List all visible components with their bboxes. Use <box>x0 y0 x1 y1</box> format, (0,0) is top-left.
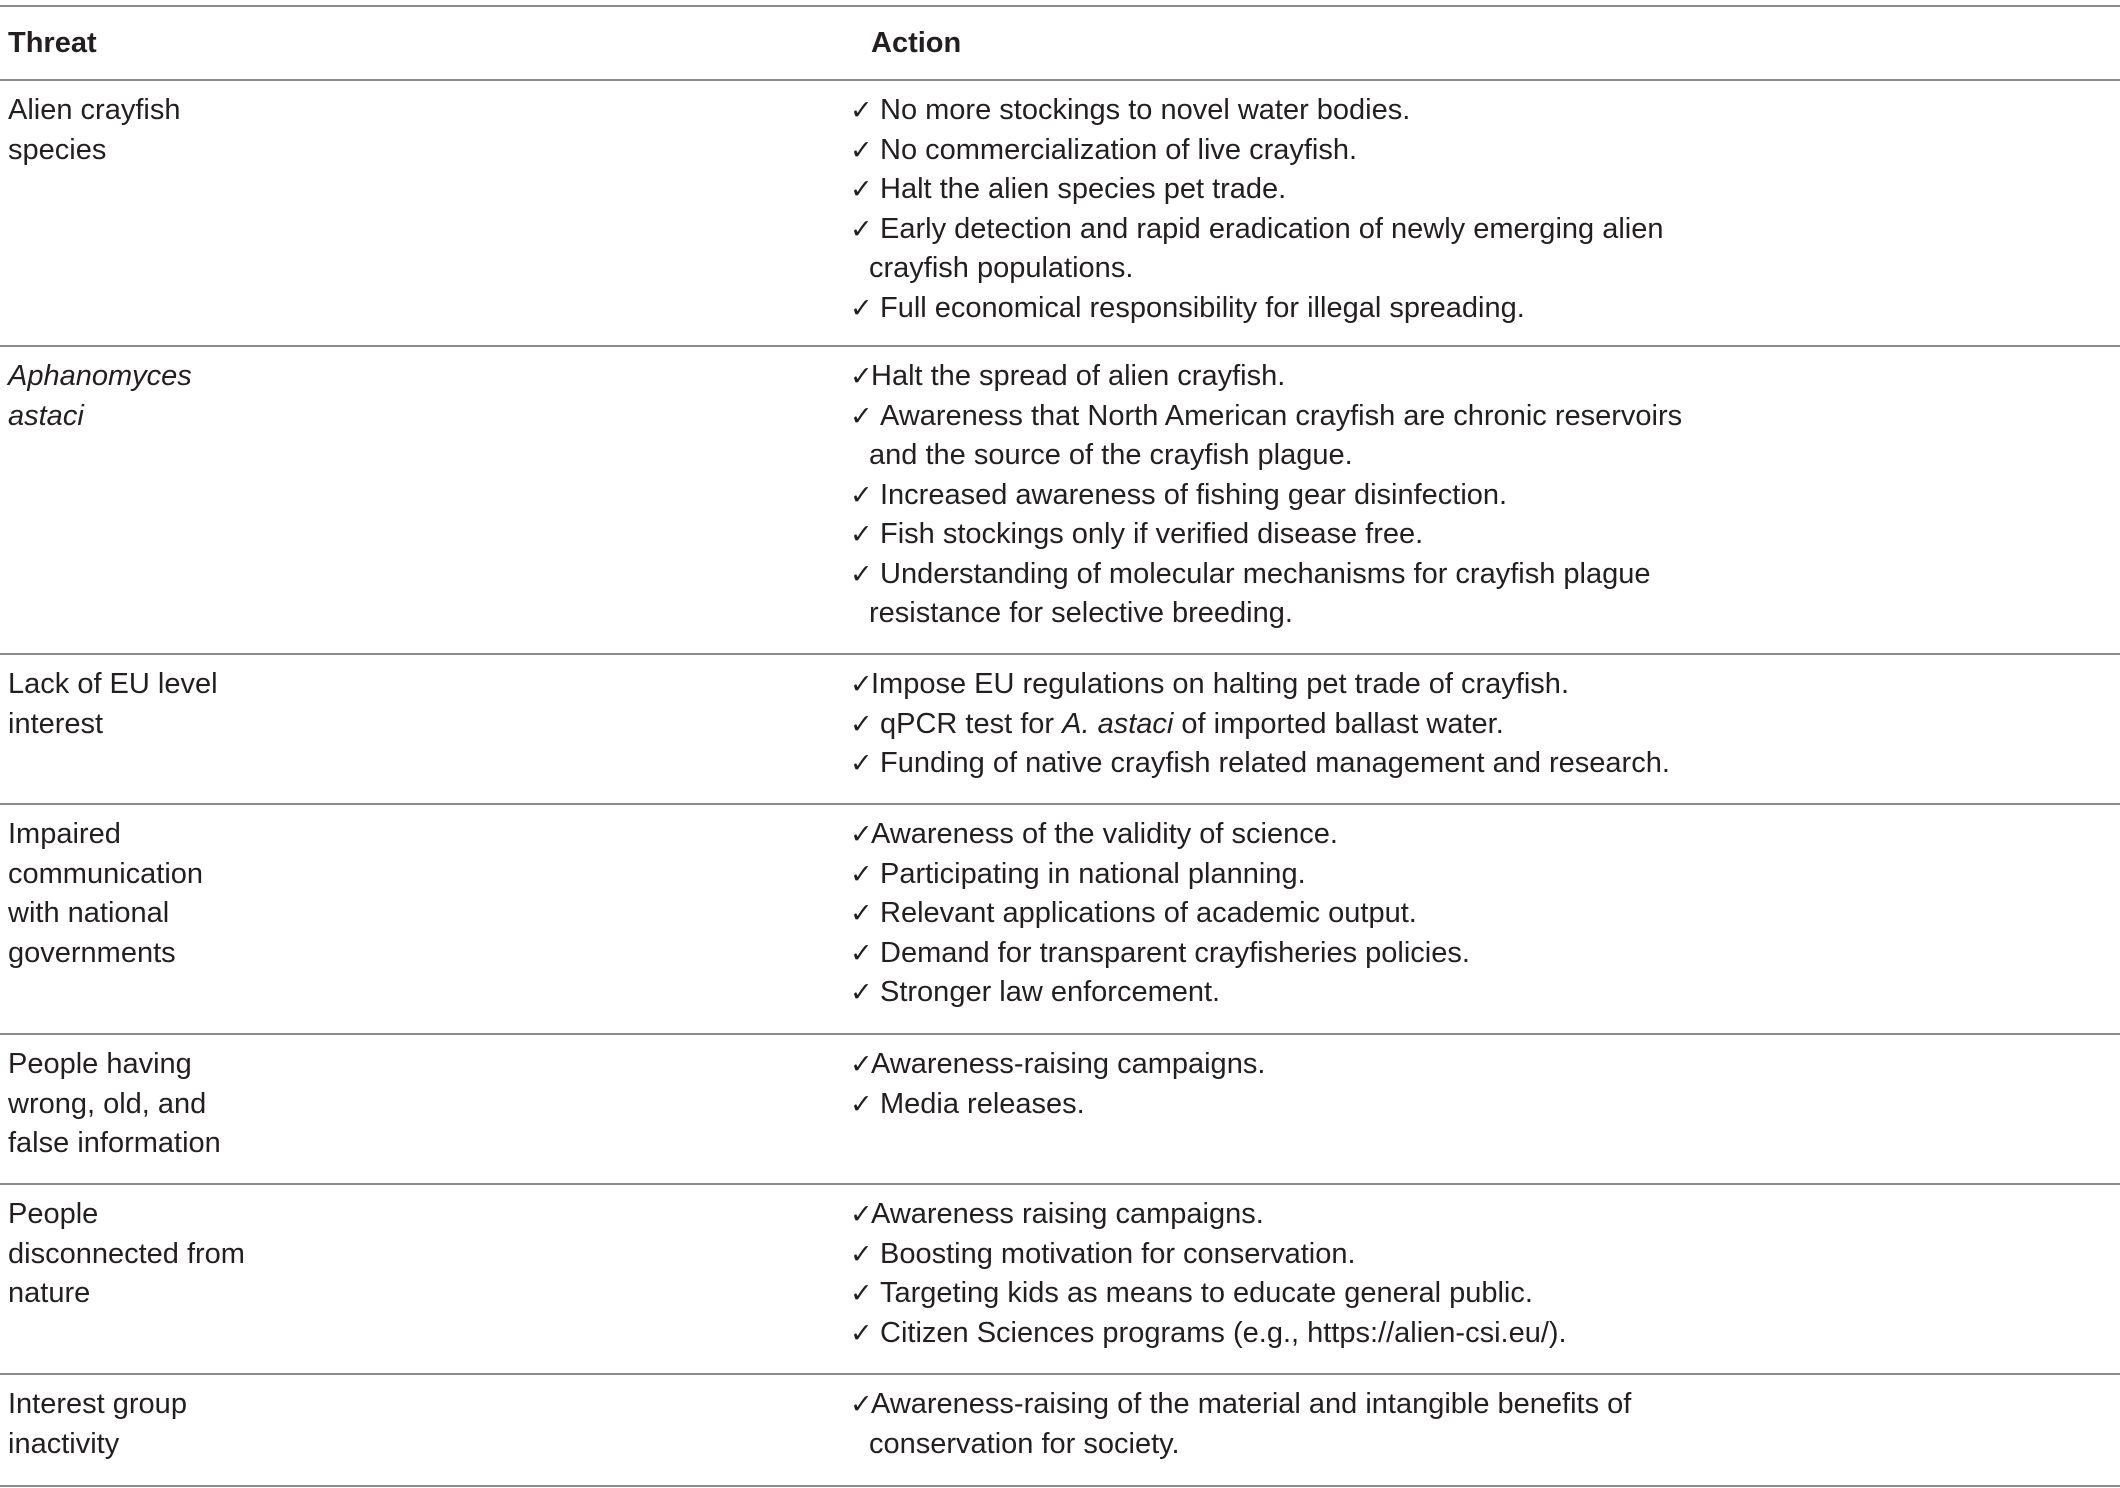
action-text: Media releases. <box>880 1087 1085 1120</box>
check-mark-icon: ✓ <box>850 669 873 700</box>
check-mark-icon: ✓ <box>850 1049 873 1080</box>
threat-action-table <box>0 5 2120 1487</box>
check-mark-icon: ✓ <box>850 400 873 432</box>
action-text: Increased awareness of fishing gear disinfection. <box>880 478 1508 511</box>
check-mark-icon: ✓ <box>850 748 873 779</box>
action-cell <box>850 805 2120 1033</box>
check-mark-icon: ✓ <box>850 937 873 969</box>
table-row <box>0 347 2120 655</box>
action-item <box>850 91 2120 131</box>
action-item <box>850 397 2120 476</box>
check-mark-icon: ✓ <box>850 558 873 590</box>
check-mark-icon: ✓ <box>850 519 873 550</box>
action-item <box>850 815 2120 855</box>
action-item <box>850 705 2120 745</box>
check-mark-icon: ✓ <box>850 898 873 929</box>
action-item <box>850 131 2120 171</box>
threat-cell: Aphanomyces astaci <box>8 360 192 432</box>
action-cell <box>850 81 2120 345</box>
action-text: No more stockings to novel water bodies. <box>880 94 1411 126</box>
action-item <box>850 1085 2120 1125</box>
action-item <box>850 1235 2120 1275</box>
action-text: Boosting motivation for conservation. <box>880 1237 1356 1270</box>
action-text: Impose EU regulations on halting pet trade of crayfish. <box>871 668 1569 700</box>
action-text: Full economical responsibility for illegal spreading. <box>880 291 1525 324</box>
check-mark-icon: ✓ <box>850 1199 873 1230</box>
check-mark-icon: ✓ <box>850 977 873 1008</box>
threat-cell: Lack of EU level interest <box>8 668 218 740</box>
action-item <box>850 1274 2120 1314</box>
action-item <box>850 1195 2120 1235</box>
action-item <box>850 1314 2120 1354</box>
check-mark-icon: ✓ <box>850 1389 873 1420</box>
threat-cell: Impaired communication with national governments <box>8 818 204 969</box>
action-item <box>850 934 2120 974</box>
header-threat: Threat <box>8 27 97 59</box>
action-text: Awareness-raising campaigns. <box>871 1048 1266 1080</box>
action-text: Fish stockings only if verified disease free. <box>880 518 1424 550</box>
check-mark-icon: ✓ <box>850 819 873 850</box>
check-mark-icon: ✓ <box>850 95 873 126</box>
action-item <box>850 476 2120 516</box>
threat-cell: Interest group inactivity <box>8 1388 187 1460</box>
action-text: Relevant applications of academic output. <box>880 897 1417 929</box>
action-item <box>850 855 2120 895</box>
check-mark-icon: ✓ <box>850 1238 873 1270</box>
table-body <box>0 81 2120 1487</box>
action-cell <box>850 1185 2120 1373</box>
action-text: qPCR test for A. astaci of imported ballast water. <box>880 707 1504 740</box>
action-item <box>850 894 2120 934</box>
action-text: Halt the spread of alien crayfish. <box>871 360 1286 392</box>
action-item <box>850 744 2120 784</box>
action-cell <box>850 347 2120 653</box>
threat-cell: People disconnected from nature <box>8 1198 245 1309</box>
action-text: Awareness of the validity of science. <box>871 818 1338 850</box>
action-text: crayfish populations. <box>869 252 1134 284</box>
action-item <box>850 665 2120 705</box>
table-row <box>0 81 2120 347</box>
action-item <box>850 1045 2120 1085</box>
action-text: Citizen Sciences programs (e.g., https://alien-csi.eu/). <box>880 1316 1567 1349</box>
check-mark-icon: ✓ <box>850 1278 873 1309</box>
check-mark-icon: ✓ <box>850 213 873 245</box>
check-mark-icon: ✓ <box>850 708 873 740</box>
action-text: Participating in national planning. <box>880 857 1306 890</box>
action-item <box>850 170 2120 210</box>
action-cell <box>850 1035 2120 1183</box>
action-item <box>850 289 2120 329</box>
action-text: Early detection and rapid eradication of newly emerging alien <box>880 212 1664 245</box>
table-row <box>0 655 2120 805</box>
header-action: Action <box>871 27 962 59</box>
action-text: Targeting kids as means to educate general public. <box>880 1277 1533 1309</box>
check-mark-icon: ✓ <box>850 361 873 392</box>
action-item <box>850 515 2120 555</box>
action-cell <box>850 655 2120 803</box>
check-mark-icon: ✓ <box>850 1317 873 1349</box>
action-item <box>850 210 2120 289</box>
action-text: Demand for transparent crayfisheries policies. <box>880 936 1470 969</box>
check-mark-icon: ✓ <box>850 174 873 205</box>
check-mark-icon: ✓ <box>850 479 873 511</box>
action-text: conservation for society. <box>869 1427 1180 1460</box>
action-text: No commercialization of live crayfish. <box>880 133 1358 166</box>
action-cell <box>850 1375 2120 1485</box>
action-text: Awareness that North American crayfish are chronic reservoirs <box>880 399 1683 432</box>
table-row <box>0 805 2120 1035</box>
check-mark-icon: ✓ <box>850 134 873 166</box>
action-text: Funding of native crayfish related management and research. <box>880 747 1670 779</box>
action-item <box>850 1385 2120 1464</box>
action-text: Understanding of molecular mechanisms for crayfish plague <box>880 557 1651 590</box>
table-row <box>0 1185 2120 1375</box>
action-item <box>850 555 2120 634</box>
action-item <box>850 357 2120 397</box>
threat-cell: People having wrong, old, and false information <box>8 1048 221 1159</box>
table-row <box>0 1035 2120 1185</box>
threat-cell: Alien crayfish species <box>8 94 181 166</box>
action-text: Awareness-raising of the material and intangible benefits of <box>871 1388 1632 1420</box>
table-header-row <box>0 7 2120 81</box>
check-mark-icon: ✓ <box>850 292 873 324</box>
action-item <box>850 973 2120 1013</box>
action-text: resistance for selective breeding. <box>869 597 1293 629</box>
action-text: Stronger law enforcement. <box>880 976 1221 1008</box>
table-row <box>0 1375 2120 1487</box>
action-text: Awareness raising campaigns. <box>871 1198 1264 1230</box>
action-text: Halt the alien species pet trade. <box>880 173 1287 205</box>
action-text: and the source of the crayfish plague. <box>869 439 1353 471</box>
check-mark-icon: ✓ <box>850 858 873 890</box>
check-mark-icon: ✓ <box>850 1088 873 1120</box>
